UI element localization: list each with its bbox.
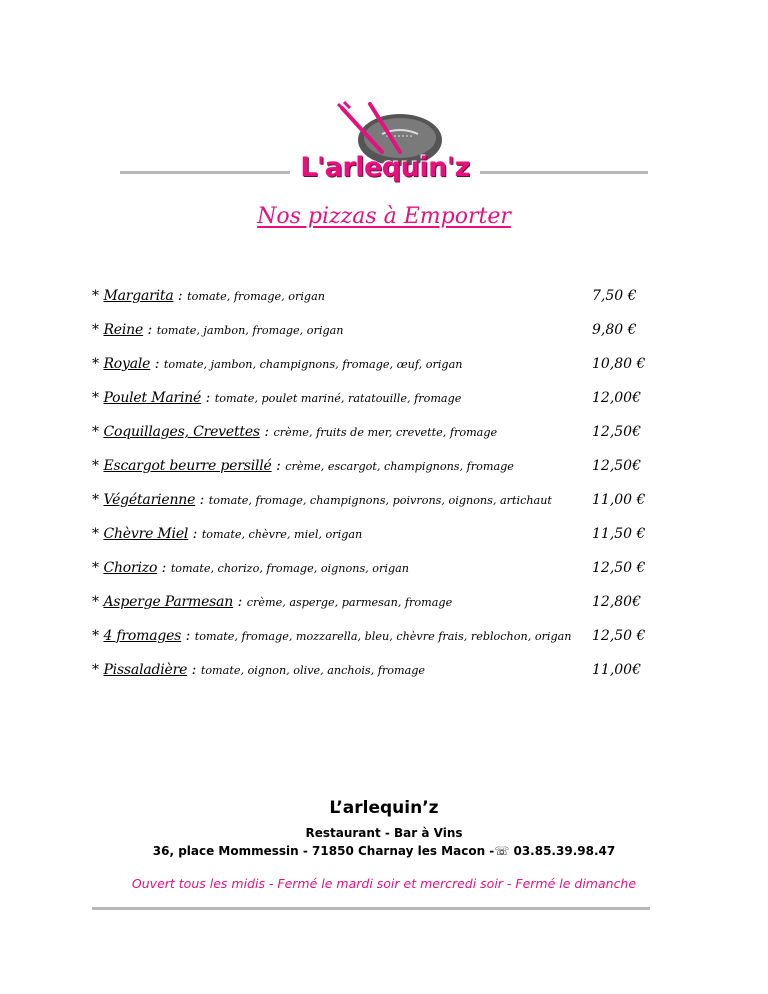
item-separator: : (195, 492, 209, 508)
item-separator: : (150, 356, 164, 372)
item-name: Pissaladière (103, 662, 188, 678)
page-title: Nos pizzas à Emporter (257, 204, 511, 229)
item-price: 11,00€ (592, 662, 641, 678)
item-name: Végétarienne (103, 492, 196, 508)
bullet-star: * (92, 356, 104, 372)
item-separator: : (187, 662, 201, 678)
item-name: Escargot beurre persillé (103, 458, 272, 474)
item-description: crème, fruits de mer, crevette, fromage (273, 426, 498, 439)
menu-item (92, 526, 652, 560)
bullet-star: * (92, 492, 104, 508)
item-price: 12,50 € (592, 560, 646, 576)
menu-item (92, 594, 652, 628)
item-price: 11,00 € (592, 492, 646, 508)
menu-item (92, 560, 652, 594)
item-description: tomate, oignon, olive, anchois, fromage (200, 664, 426, 677)
bullet-star: * (92, 322, 104, 338)
footer-subtitle: Restaurant - Bar à Vins (305, 826, 463, 840)
menu-item (92, 424, 652, 458)
bullet-star: * (92, 560, 104, 576)
item-price: 11,50 € (592, 526, 646, 542)
item-name: Asperge Parmesan (103, 594, 234, 610)
bullet-star: * (92, 458, 104, 474)
restaurant-footer (0, 798, 768, 891)
bullet-star: * (92, 424, 104, 440)
menu-item (92, 662, 652, 696)
item-name: Coquillages, Crevettes (103, 424, 260, 440)
item-description: tomate, chorizo, fromage, oignons, origan (170, 562, 409, 575)
item-price: 7,50 € (592, 288, 637, 304)
menu-item (92, 458, 652, 492)
phone-icon: ☏ (494, 844, 510, 858)
restaurant-logo (300, 100, 470, 192)
item-price: 12,50€ (592, 424, 641, 440)
logo-wordmark: L'arlequin'z (300, 152, 470, 183)
bullet-star: * (92, 662, 104, 678)
menu-item (92, 492, 652, 526)
item-name: Reine (103, 322, 144, 338)
menu-item (92, 322, 652, 356)
item-name: 4 fromages (103, 628, 182, 644)
item-name: Chèvre Miel (103, 526, 189, 542)
bullet-star: * (92, 628, 104, 644)
item-price: 12,50 € (592, 628, 646, 644)
item-price: 12,00€ (592, 390, 641, 406)
item-separator: : (259, 424, 274, 440)
item-price: 12,50€ (592, 458, 641, 474)
item-name: Poulet Mariné (103, 390, 202, 406)
footer-divider (92, 907, 650, 910)
menu-item (92, 390, 652, 424)
item-separator: : (181, 628, 195, 644)
item-description: tomate, fromage, mozzarella, bleu, chèvre frais, reblochon, origan (194, 630, 572, 643)
item-separator: : (271, 458, 286, 474)
item-description: tomate, fromage, champignons, poivrons, oignons, artichaut (208, 494, 552, 507)
item-description: tomate, jambon, fromage, origan (156, 324, 344, 337)
item-separator: : (188, 526, 202, 542)
bullet-star: * (92, 526, 104, 542)
footer-opening-hours: Ouvert tous les midis - Fermé le mardi soir et mercredi soir - Fermé le dimanche (131, 876, 637, 891)
item-price: 12,80€ (592, 594, 641, 610)
item-price: 9,80 € (592, 322, 637, 338)
item-separator: : (173, 288, 188, 304)
bullet-star: * (92, 390, 104, 406)
pizza-menu-list (92, 288, 652, 696)
item-description: tomate, poulet mariné, ratatouille, fromage (214, 392, 462, 405)
footer-restaurant-name: L’arlequin’z (329, 798, 439, 818)
menu-item (92, 628, 652, 662)
footer-address-line (0, 844, 768, 858)
footer-phone: 03.85.39.98.47 (509, 844, 616, 858)
item-description: tomate, fromage, origan (187, 290, 325, 303)
item-separator: : (201, 390, 215, 406)
item-separator: : (143, 322, 157, 338)
bullet-star: * (92, 288, 104, 304)
item-price: 10,80 € (592, 356, 646, 372)
footer-address: 36, place Mommessin - 71850 Charnay les Macon - (152, 844, 495, 858)
item-name: Margarita (103, 288, 174, 304)
item-name: Chorizo (103, 560, 158, 576)
item-separator: : (233, 594, 247, 610)
header-divider-right (480, 171, 648, 174)
bullet-star: * (92, 594, 104, 610)
menu-item (92, 356, 652, 390)
item-description: crème, escargot, champignons, fromage (285, 460, 514, 473)
menu-item (92, 288, 652, 322)
item-description: crème, asperge, parmesan, fromage (246, 596, 453, 609)
item-separator: : (157, 560, 171, 576)
item-description: tomate, jambon, champignons, fromage, œuf, origan (163, 358, 463, 371)
item-name: Royale (103, 356, 151, 372)
item-description: tomate, chèvre, miel, origan (201, 528, 363, 541)
header-divider-left (120, 171, 290, 174)
